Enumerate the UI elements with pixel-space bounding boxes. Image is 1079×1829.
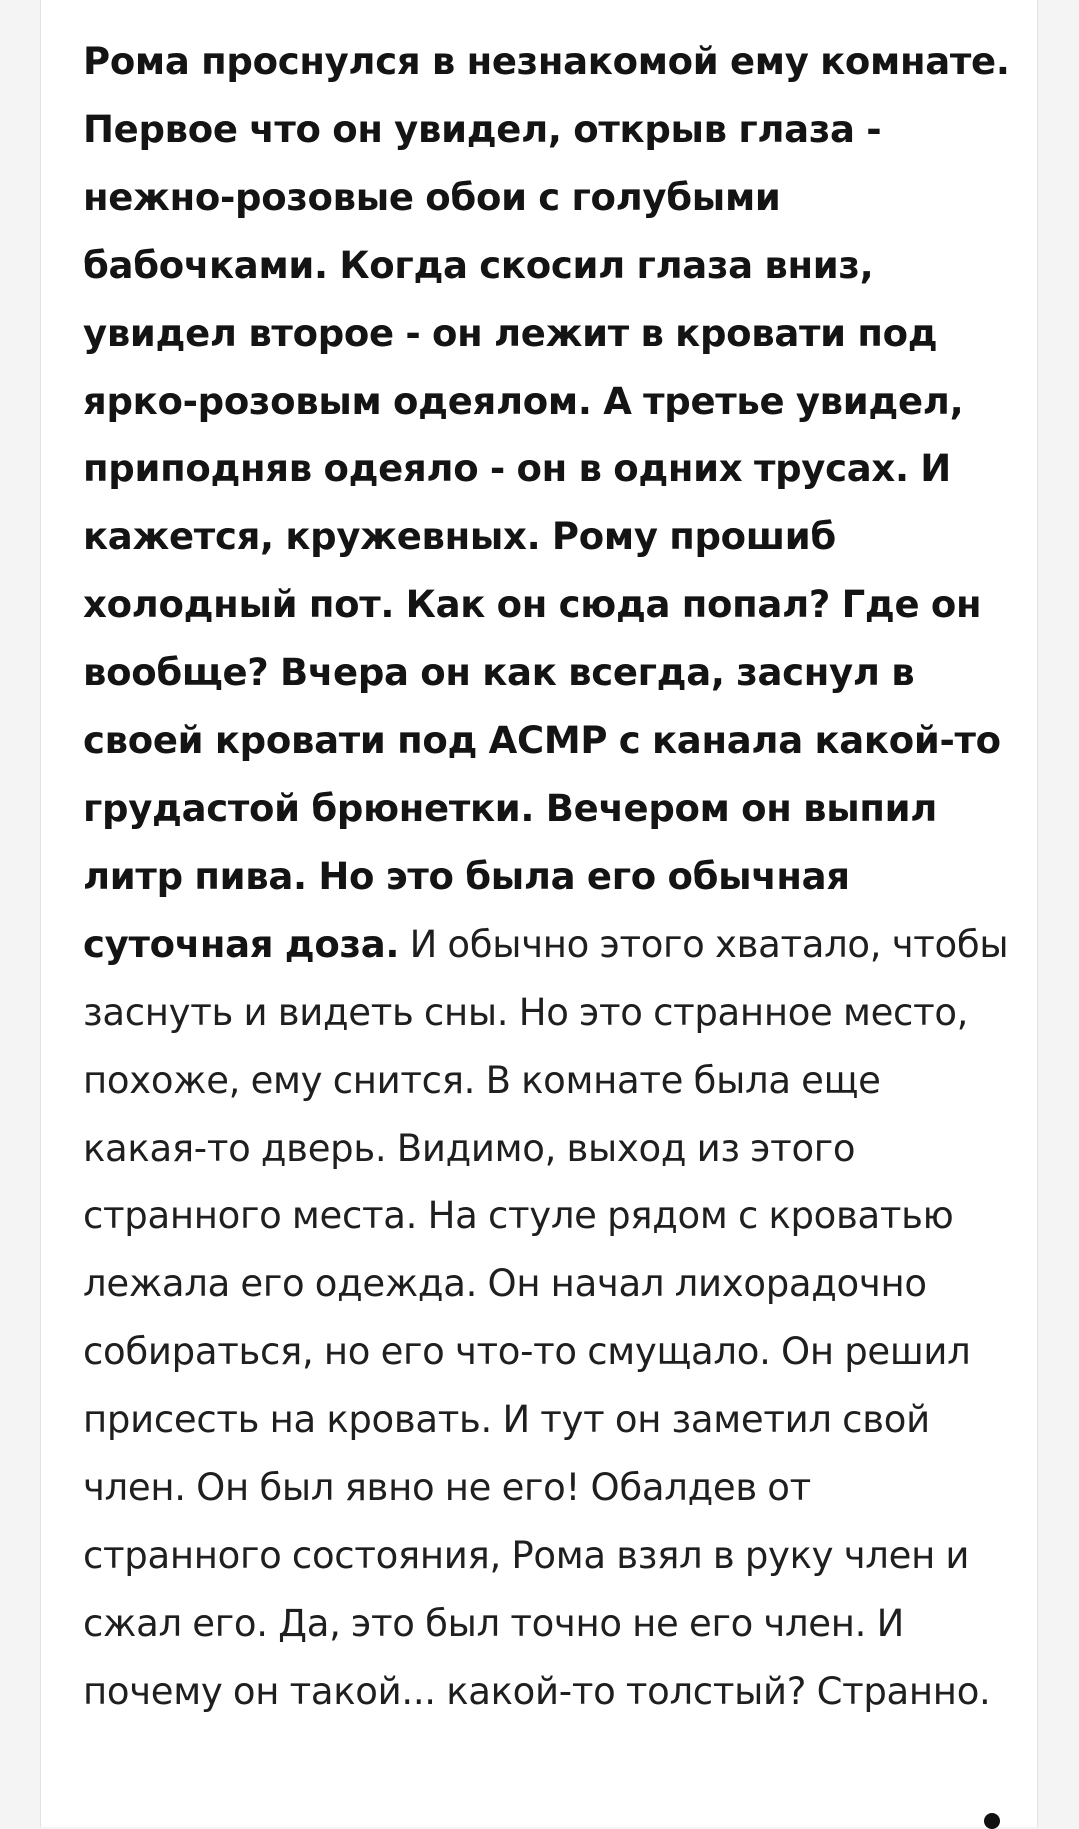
article-regular-text: И обычно этого хватало, чтобы заснуть и видеть сны. Но это странное место, похоже, ему снится. В комнате была еще какая-то дверь. Видимо, выход из этого странного места. На стуле рядом с кроватью лежала его одежда. Он начал лихорадочно собираться, но его что-то смущало. Он решил присесть на кровать. И тут он заметил свой член. Он был явно не его! Обалдев от странного состояния, Рома взял в руку член и сжал его. Да, это был точно не его член. И почему он такой... какой-то толстый? Странно.: [83, 922, 1009, 1713]
article-paragraph: [83, 28, 1013, 1726]
article-bold-text: Рома проснулся в незнакомой ему комнате. Первое что он увидел, открыв глаза - нежно-розовые обои с голубыми бабочками. Когда скосил глаза вниз, увидел второе - он лежит в кровати под ярко-розовым одеялом. А третье увидел, приподняв одеяло - он в одних трусах. И кажется, кружевных. Рому прошиб холодный пот. Как он сюда попал? Где он вообще? Вчера он как всегда, заснул в своей кровати под АСМР с канала какой-то грудастой брюнетки. Вечером он выпил литр пива. Но это была его обычная суточная доза.: [83, 40, 1010, 966]
article-column: [40, 0, 1038, 1827]
